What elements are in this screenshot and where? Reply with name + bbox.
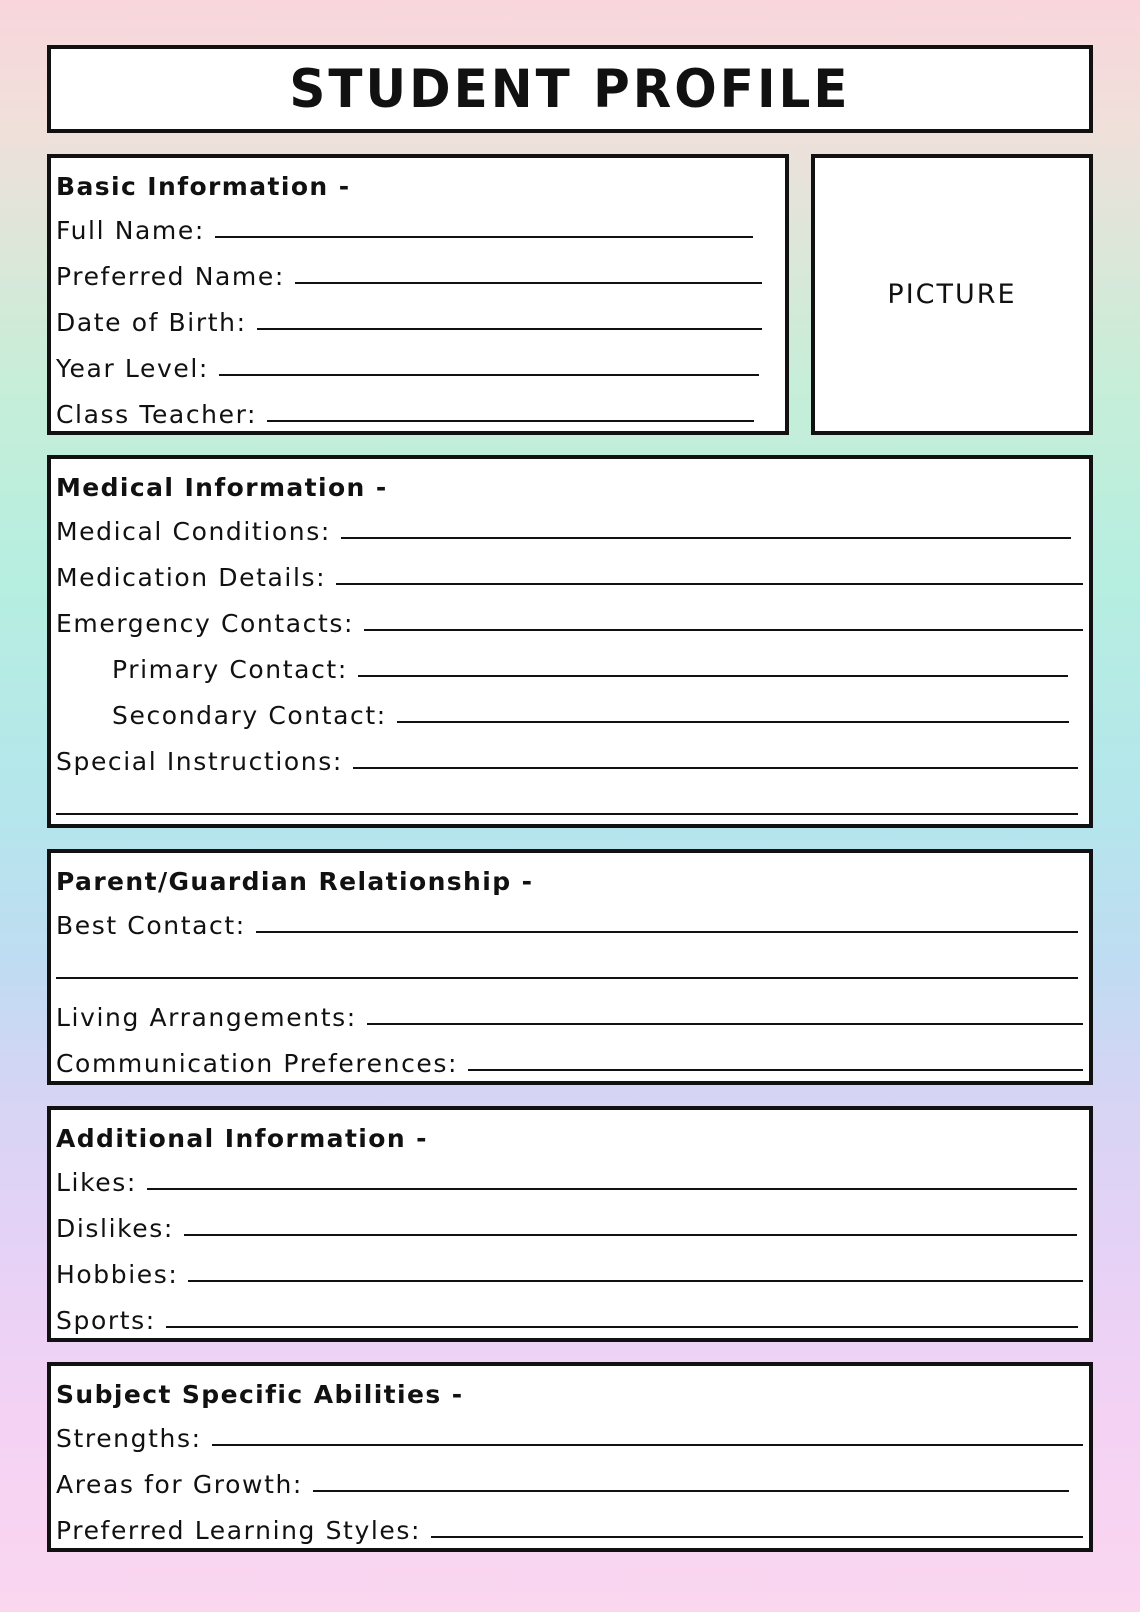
medication-details-line[interactable] (336, 555, 1083, 585)
primary-contact-line[interactable] (358, 647, 1068, 677)
picture-label: PICTURE (887, 279, 1017, 310)
page-title: STUDENT PROFILE (289, 58, 851, 120)
preferred-learning-styles-label: Preferred Learning Styles: (56, 1516, 422, 1545)
primary-contact-label: Primary Contact: (112, 655, 348, 684)
strengths-label: Strengths: (56, 1424, 202, 1453)
primary-contact-field[interactable] (56, 647, 1089, 693)
strengths-field[interactable] (56, 1416, 1089, 1462)
special-instructions-line-2[interactable] (56, 785, 1078, 815)
medication-details-field[interactable] (56, 555, 1089, 601)
additional-information-heading: Additional Information - (56, 1124, 428, 1153)
sports-field[interactable] (56, 1298, 1089, 1342)
year-level-label: Year Level: (56, 354, 209, 383)
dislikes-line[interactable] (184, 1206, 1077, 1236)
likes-line[interactable] (147, 1160, 1077, 1190)
medical-conditions-field[interactable] (56, 509, 1089, 555)
best-contact-field[interactable] (56, 903, 1089, 949)
full-name-field[interactable] (56, 208, 785, 254)
sports-label: Sports: (56, 1306, 156, 1335)
living-arrangements-label: Living Arrangements: (56, 1003, 357, 1032)
preferred-name-field[interactable] (56, 254, 785, 300)
preferred-name-label: Preferred Name: (56, 262, 285, 291)
areas-for-growth-line[interactable] (313, 1462, 1069, 1492)
class-teacher-label: Class Teacher: (56, 400, 258, 429)
parent-guardian-section (47, 849, 1093, 1085)
full-name-line[interactable] (215, 208, 753, 238)
basic-information-heading: Basic Information - (56, 172, 351, 201)
special-instructions-line[interactable] (353, 739, 1078, 769)
living-arrangements-line[interactable] (367, 995, 1083, 1025)
basic-information-section (47, 154, 789, 435)
emergency-contacts-line[interactable] (364, 601, 1083, 631)
secondary-contact-label: Secondary Contact: (112, 701, 387, 730)
medical-information-heading: Medical Information - (56, 473, 388, 502)
secondary-contact-line[interactable] (397, 693, 1069, 723)
full-name-label: Full Name: (56, 216, 205, 245)
special-instructions-field[interactable] (56, 739, 1089, 785)
title-banner (47, 45, 1093, 133)
hobbies-field[interactable] (56, 1252, 1089, 1298)
likes-label: Likes: (56, 1168, 137, 1197)
parent-guardian-heading: Parent/Guardian Relationship - (56, 867, 534, 896)
preferred-learning-styles-line[interactable] (431, 1508, 1083, 1538)
class-teacher-field[interactable] (56, 392, 785, 435)
dislikes-label: Dislikes: (56, 1214, 174, 1243)
best-contact-line-2[interactable] (56, 949, 1078, 979)
emergency-contacts-label: Emergency Contacts: (56, 609, 355, 638)
hobbies-label: Hobbies: (56, 1260, 179, 1289)
date-of-birth-label: Date of Birth: (56, 308, 247, 337)
medical-information-section (47, 455, 1093, 828)
strengths-line[interactable] (212, 1416, 1083, 1446)
picture-placeholder[interactable] (811, 154, 1093, 435)
likes-field[interactable] (56, 1160, 1089, 1206)
communication-preferences-line[interactable] (468, 1041, 1083, 1071)
medical-conditions-label: Medical Conditions: (56, 517, 331, 546)
preferred-learning-styles-field[interactable] (56, 1508, 1089, 1552)
sports-line[interactable] (166, 1298, 1078, 1328)
communication-preferences-field[interactable] (56, 1041, 1089, 1085)
emergency-contacts-field[interactable] (56, 601, 1089, 647)
areas-for-growth-label: Areas for Growth: (56, 1470, 303, 1499)
subject-abilities-section (47, 1362, 1093, 1552)
secondary-contact-field[interactable] (56, 693, 1089, 739)
medication-details-label: Medication Details: (56, 563, 327, 592)
dislikes-field[interactable] (56, 1206, 1089, 1252)
special-instructions-label: Special Instructions: (56, 747, 343, 776)
year-level-line[interactable] (219, 346, 759, 376)
date-of-birth-field[interactable] (56, 300, 785, 346)
date-of-birth-line[interactable] (257, 300, 762, 330)
communication-preferences-label: Communication Preferences: (56, 1049, 459, 1078)
medical-conditions-line[interactable] (341, 509, 1071, 539)
best-contact-continuation[interactable] (56, 949, 1089, 995)
subject-abilities-heading: Subject Specific Abilities - (56, 1380, 464, 1409)
best-contact-line[interactable] (256, 903, 1078, 933)
best-contact-label: Best Contact: (56, 911, 246, 940)
hobbies-line[interactable] (188, 1252, 1083, 1282)
preferred-name-line[interactable] (295, 254, 762, 284)
additional-information-section (47, 1106, 1093, 1342)
class-teacher-line[interactable] (267, 392, 754, 422)
year-level-field[interactable] (56, 346, 785, 392)
living-arrangements-field[interactable] (56, 995, 1089, 1041)
special-instructions-continuation[interactable] (56, 785, 1089, 828)
areas-for-growth-field[interactable] (56, 1462, 1089, 1508)
